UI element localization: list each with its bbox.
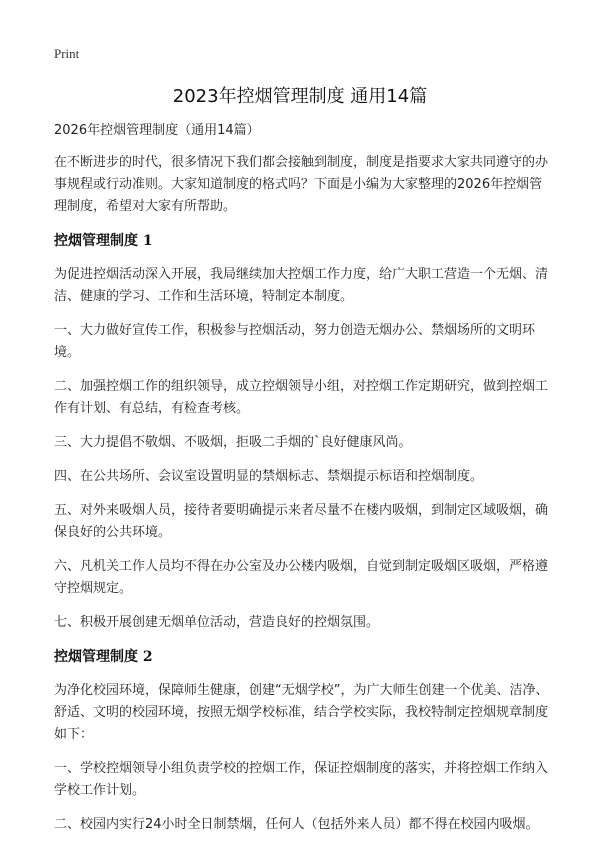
document-subtitle: 2026年控烟管理制度（通用14篇） — [54, 123, 260, 138]
section1-paragraph: 二、加强控烟工作的组织领导，成立控烟领导小组，对控烟工作定期研究，做到控烟工作有计划、有总结，有检查考核。 — [54, 379, 549, 416]
section1-paragraph: 一、大力做好宣传工作，积极参与控烟活动，努力创造无烟办公、禁烟场所的文明环境。 — [54, 323, 536, 360]
section2-paragraph: 二、校园内实行24小时全日制禁烟，任何人（包括外来人员）都不得在校园内吸烟。 — [54, 817, 539, 832]
section1-paragraph: 三、大力提倡不敬烟、不吸烟，拒吸二手烟的`良好健康风尚。 — [54, 435, 412, 450]
document-title: 2023年控烟管理制度 通用14篇 — [172, 86, 428, 107]
section2-paragraph: 为净化校园环境，保障师生健康，创建“无烟学校”，为广大师生创建一个优美、洁净、舒适、文明的校园环境，按照无烟学校标准，结合学校实际，我校特制定控烟规章制度如下： — [54, 683, 549, 742]
section1-paragraph: 七、积极开展创建无烟单位活动，营造良好的控烟氛围。 — [54, 615, 380, 630]
section1-paragraph: 六、凡机关工作人员均不得在办公室及办公楼内吸烟，自觉到制定吸烟区吸烟，严格遵守控烟规定。 — [54, 559, 549, 596]
print-link[interactable]: Print — [54, 46, 80, 61]
section1-paragraph: 五、对外来吸烟人员，接待者要明确提示来者尽量不在楼内吸烟，到制定区域吸烟，确保良好的公共环境。 — [54, 503, 549, 540]
section-heading-2: 控烟管理制度 2 — [54, 649, 153, 665]
section-heading-1: 控烟管理制度 1 — [54, 233, 153, 249]
section1-paragraph: 为促进控烟活动深入开展，我局继续加大控烟工作力度，给广大职工营造一个无烟、清洁、健康的学习、工作和生活环境，特制定本制度。 — [54, 267, 549, 304]
intro-paragraph: 在不断进步的时代，很多情况下我们都会接触到制度，制度是指要求大家共同遵守的办事规程或行动准则。大家知道制度的格式吗？下面是小编为大家整理的2026年控烟管理制度，希望对大家有所帮助。 — [54, 155, 549, 214]
section2-paragraph: 一、学校控烟领导小组负责学校的控烟工作，保证控烟制度的落实，并将控烟工作纳入学校工作计划。 — [54, 761, 549, 798]
document-body — [54, 120, 550, 848]
section1-paragraph: 四、在公共场所、会议室设置明显的禁烟标志、禁烟提示标语和控烟制度。 — [54, 469, 484, 484]
